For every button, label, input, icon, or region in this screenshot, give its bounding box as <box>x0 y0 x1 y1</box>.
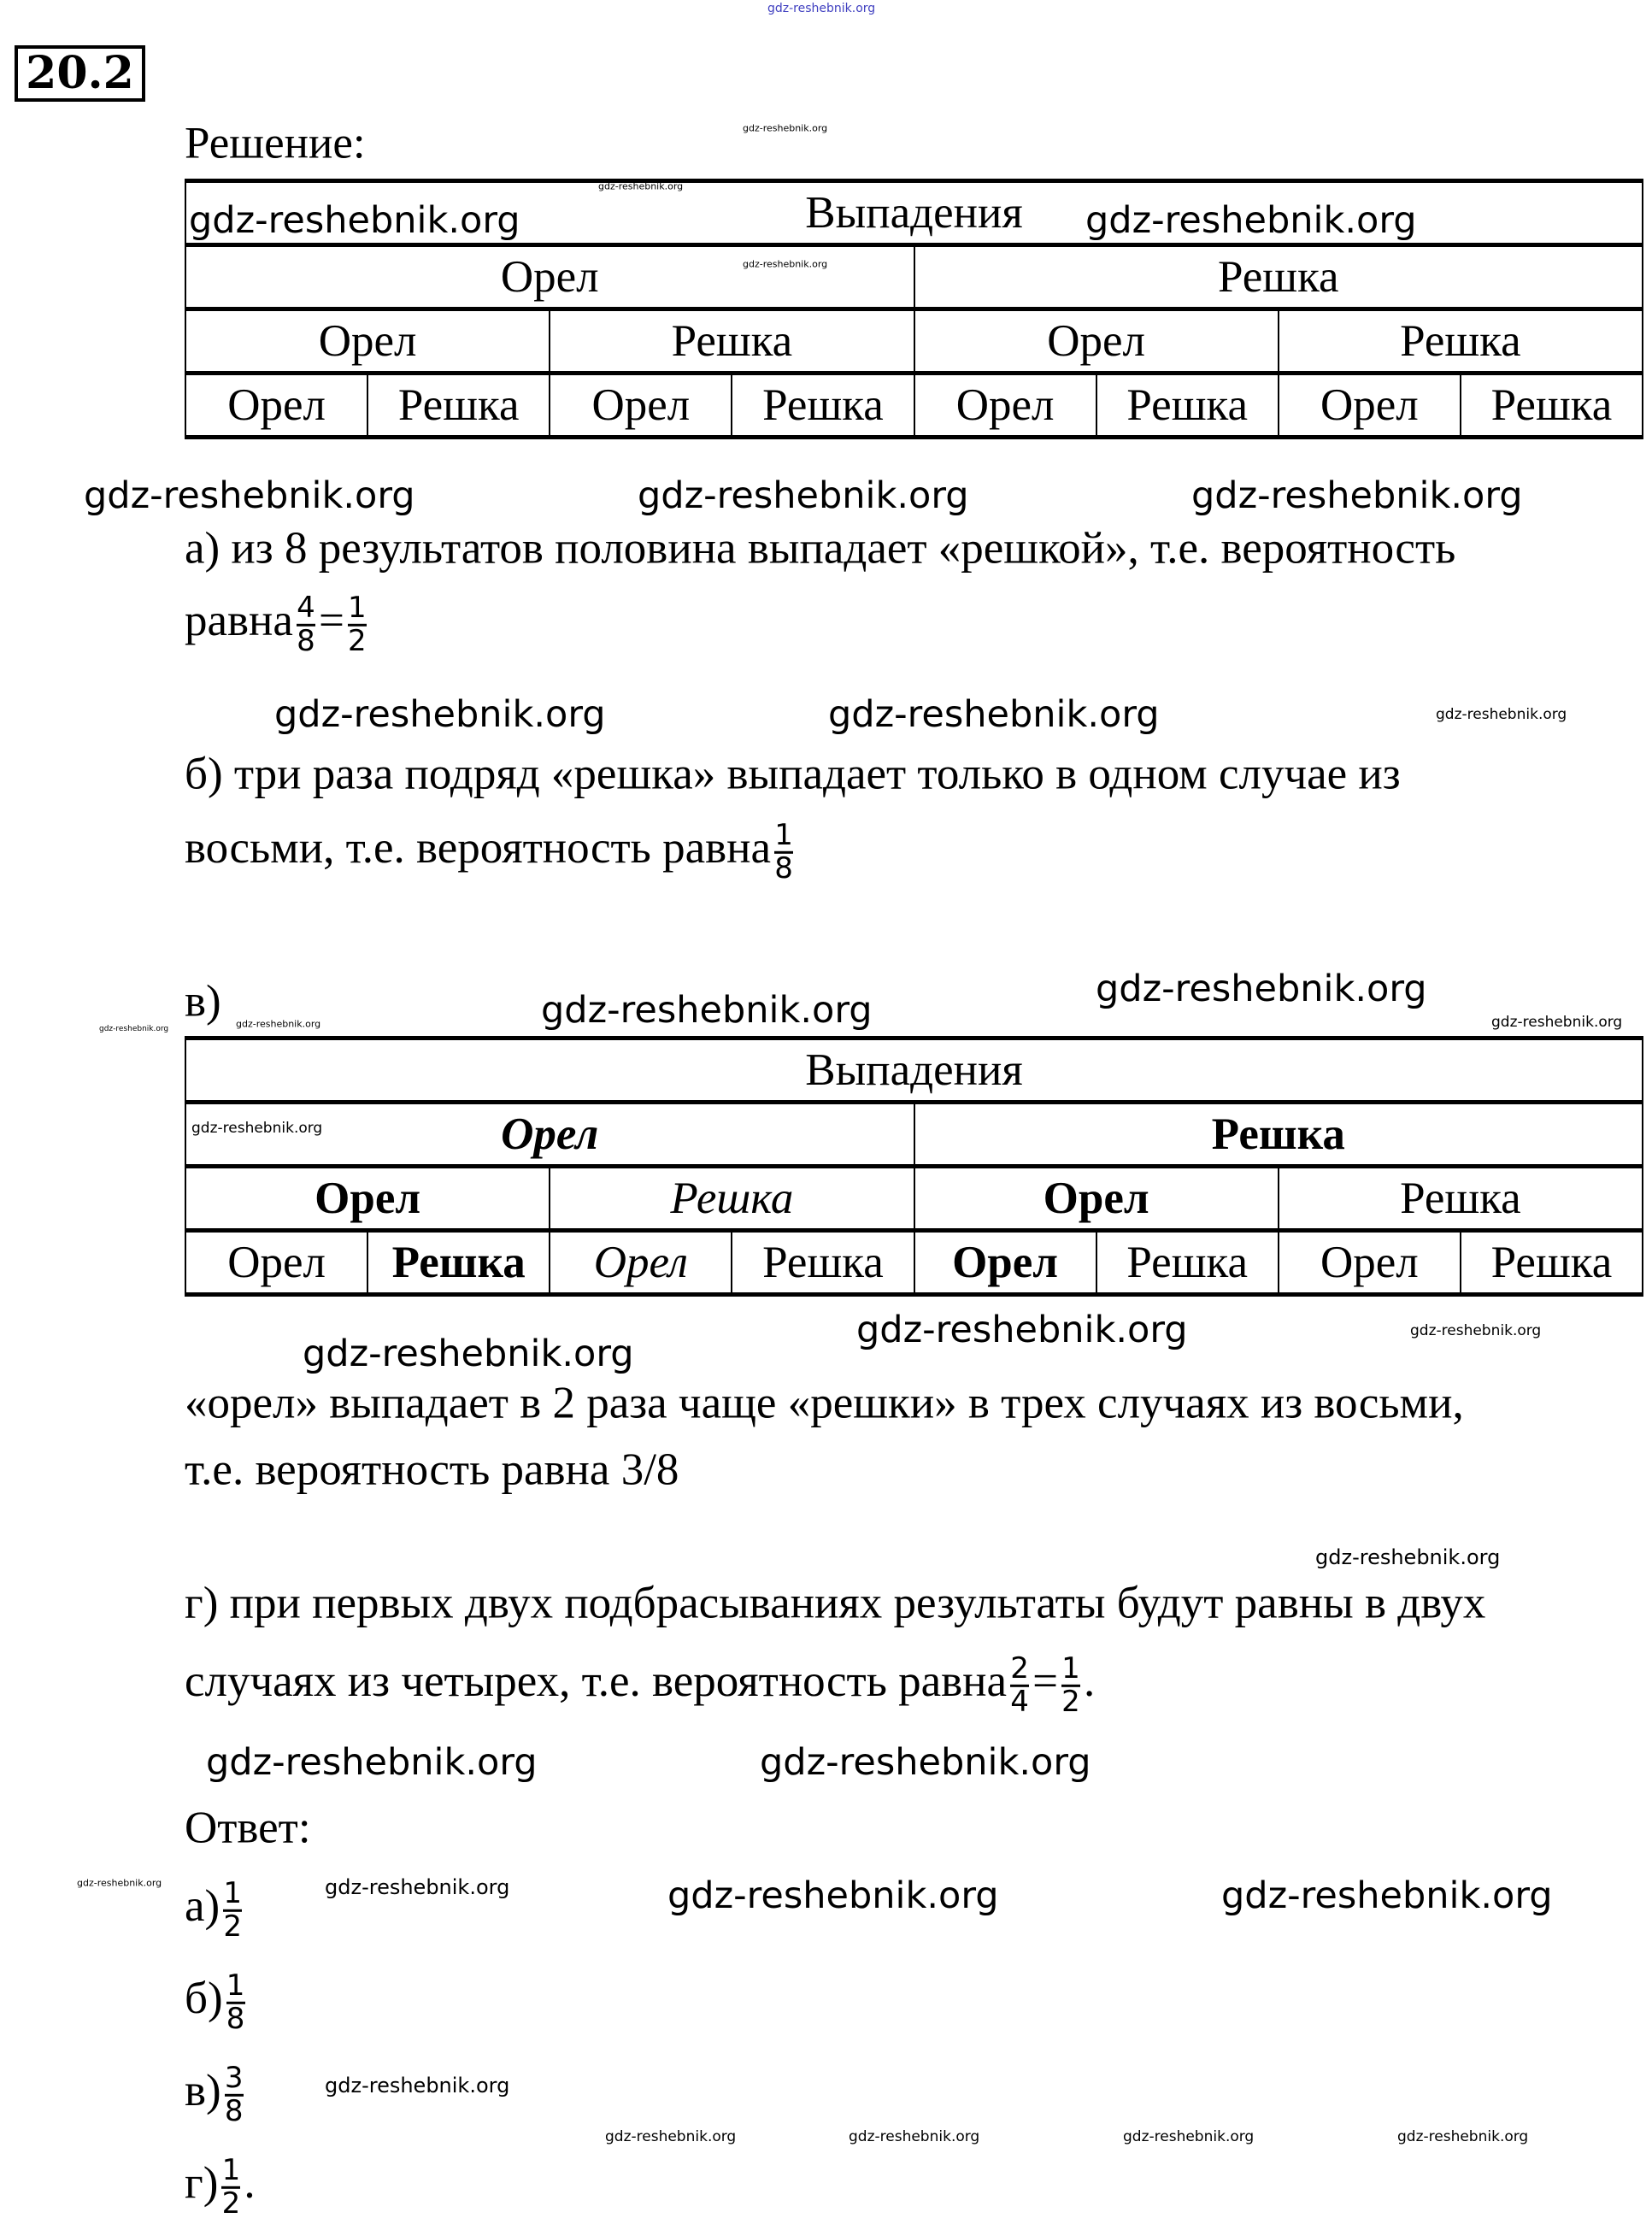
watermark: gdz-reshebnik.org <box>206 1741 538 1784</box>
outcomes-table-2 <box>185 1036 1643 1297</box>
fraction <box>297 590 315 658</box>
answer-item-label: б) <box>185 1974 223 2024</box>
watermark: gdz-reshebnik.org <box>1191 474 1523 517</box>
table-cell: Орел <box>1279 374 1461 438</box>
answer-item <box>185 2060 247 2128</box>
table-header: Выпадения <box>185 181 1643 245</box>
part-b-line1: б) три раза подряд «решка» выпадает только в одном случае из <box>185 749 1401 799</box>
solution-label: Решение: <box>185 118 366 168</box>
watermark: gdz-reshebnik.org <box>1315 1545 1501 1569</box>
part-a-line1: а) из 8 результатов половина выпадает «решкой», т.е. вероятность <box>185 523 1456 574</box>
table-cell: Решка <box>732 1231 914 1295</box>
watermark: gdz-reshebnik.org <box>767 2 876 15</box>
fraction <box>1061 1650 1080 1719</box>
table-cell: Решка <box>1461 1231 1643 1295</box>
part-v-line1: «орел» выпадает в 2 раза чаще «решки» в трех случаях из восьми, <box>185 1378 1464 1428</box>
table-cell: Орел <box>914 1167 1279 1231</box>
table-cell: Орел <box>185 309 550 374</box>
watermark: gdz-reshebnik.org <box>1123 2128 1255 2145</box>
part-a-line2 <box>185 590 370 658</box>
denominator: 8 <box>297 623 315 658</box>
watermark: gdz-reshebnik.org <box>638 474 969 517</box>
watermark: gdz-reshebnik.org <box>325 2074 510 2098</box>
table-header: Выпадения <box>185 1038 1643 1103</box>
table-cell: Решка <box>1279 309 1643 374</box>
watermark: gdz-reshebnik.org <box>598 180 684 192</box>
table-cell: Решка <box>1096 374 1279 438</box>
watermark: gdz-reshebnik.org <box>84 474 415 517</box>
watermark: gdz-reshebnik.org <box>849 2128 980 2145</box>
watermark: gdz-reshebnik.org <box>1221 1874 1553 1917</box>
fraction <box>224 2060 244 2128</box>
period: . <box>244 2158 256 2209</box>
numerator: 1 <box>223 1875 242 1910</box>
watermark: gdz-reshebnik.org <box>236 1018 321 1030</box>
fraction <box>774 817 793 885</box>
numerator: 1 <box>1061 1650 1080 1686</box>
answer-item-label: а) <box>185 1881 220 1932</box>
denominator: 2 <box>221 2186 241 2221</box>
numerator: 1 <box>348 590 367 625</box>
table-cell: Решка <box>550 1167 914 1231</box>
table-cell: Решка <box>914 1103 1643 1167</box>
table-cell: Орел <box>185 374 367 438</box>
equals: = <box>318 596 344 646</box>
table-cell: Орел <box>185 245 914 309</box>
numerator: 1 <box>221 2152 241 2187</box>
watermark: gdz-reshebnik.org <box>667 1874 999 1917</box>
watermark: gdz-reshebnik.org <box>274 693 606 736</box>
fraction <box>221 2152 241 2221</box>
watermark: gdz-reshebnik.org <box>541 989 873 1032</box>
answer-item-label: г) <box>185 2158 219 2209</box>
watermark: gdz-reshebnik.org <box>1397 2128 1529 2145</box>
watermark: gdz-reshebnik.org <box>856 1309 1188 1351</box>
table-cell: Решка <box>1461 374 1643 438</box>
table-cell: Решка <box>732 374 914 438</box>
watermark: gdz-reshebnik.org <box>77 1877 162 1889</box>
table-cell: Орел <box>914 1231 1096 1295</box>
fraction <box>226 1968 245 2036</box>
watermark: gdz-reshebnik.org <box>191 1120 323 1137</box>
table-cell: Орел <box>185 1103 914 1167</box>
watermark: gdz-reshebnik.org <box>303 1333 634 1375</box>
watermark: gdz-reshebnik.org <box>99 1025 169 1033</box>
watermark: gdz-reshebnik.org <box>828 693 1160 736</box>
part-g-line2 <box>185 1650 1096 1719</box>
answer-item <box>185 1968 249 2036</box>
equals: = <box>1032 1656 1058 1707</box>
answer-item <box>185 1875 245 1944</box>
watermark: gdz-reshebnik.org <box>325 1875 510 1899</box>
numerator: 1 <box>226 1968 245 2003</box>
part-v-label: в) <box>185 976 221 1027</box>
part-g-text: случаях из четырех, т.е. вероятность равна <box>185 1656 1008 1707</box>
denominator: 8 <box>774 850 793 885</box>
table-cell: Орел <box>550 1231 732 1295</box>
answer-item <box>185 2152 256 2221</box>
answer-label: Ответ: <box>185 1803 311 1853</box>
table-cell: Орел <box>550 374 732 438</box>
answer-item-label: в) <box>185 2066 221 2116</box>
watermark: gdz-reshebnik.org <box>1491 1014 1623 1031</box>
table-cell: Орел <box>185 1231 367 1295</box>
watermark: gdz-reshebnik.org <box>1436 706 1567 723</box>
denominator: 2 <box>1061 1684 1080 1719</box>
part-b-text: восьми, т.е. вероятность равна <box>185 823 772 874</box>
part-g-line1: г) при первых двух подбрасываниях результаты будут равны в двух <box>185 1578 1486 1628</box>
watermark: gdz-reshebnik.org <box>1085 199 1417 242</box>
watermark: gdz-reshebnik.org <box>760 1741 1091 1784</box>
table-cell: Орел <box>914 309 1279 374</box>
watermark: gdz-reshebnik.org <box>1096 968 1427 1010</box>
part-v-line2: т.е. вероятность равна 3/8 <box>185 1444 679 1495</box>
watermark: gdz-reshebnik.org <box>743 122 828 134</box>
part-b-line2 <box>185 817 797 885</box>
denominator: 8 <box>226 2001 245 2036</box>
table-cell: Решка <box>367 374 550 438</box>
table-cell: Решка <box>550 309 914 374</box>
period: . <box>1083 1656 1096 1707</box>
denominator: 2 <box>348 623 367 658</box>
denominator: 8 <box>224 2093 244 2128</box>
fraction <box>223 1875 242 1944</box>
table-cell: Орел <box>1279 1231 1461 1295</box>
denominator: 2 <box>223 1909 242 1944</box>
problem-number: 20.2 <box>15 45 145 102</box>
watermark: gdz-reshebnik.org <box>1410 1322 1542 1339</box>
fraction <box>1010 1650 1029 1719</box>
fraction <box>348 590 367 658</box>
table-cell: Орел <box>914 374 1096 438</box>
numerator: 1 <box>774 817 793 852</box>
watermark: gdz-reshebnik.org <box>743 258 828 270</box>
numerator: 4 <box>297 590 315 625</box>
numerator: 2 <box>1010 1650 1029 1686</box>
table-cell: Орел <box>185 1167 550 1231</box>
table-cell: Решка <box>914 245 1643 309</box>
table-cell: Решка <box>1279 1167 1643 1231</box>
watermark: gdz-reshebnik.org <box>605 2128 737 2145</box>
table-cell: Решка <box>1096 1231 1279 1295</box>
table-cell: Решка <box>367 1231 550 1295</box>
numerator: 3 <box>224 2060 244 2095</box>
watermark: gdz-reshebnik.org <box>189 199 520 242</box>
part-a-text: равна <box>185 596 293 646</box>
denominator: 4 <box>1010 1684 1029 1719</box>
